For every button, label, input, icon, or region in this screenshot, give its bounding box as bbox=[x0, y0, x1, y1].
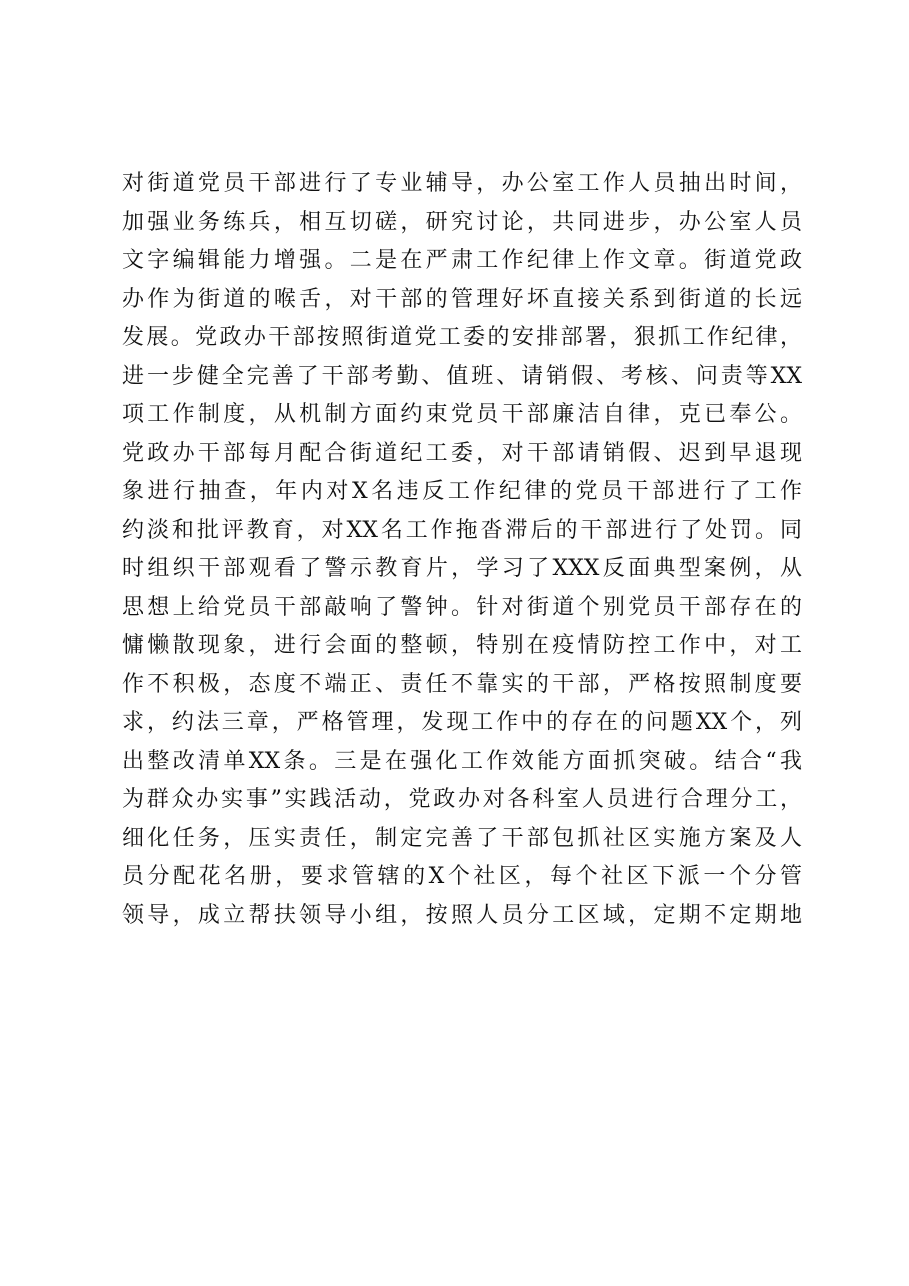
text-line: 求，约法三章，严格管理，发现工作中的存在的问题XX个，列 bbox=[122, 710, 802, 735]
text-line: 发展。党政办干部按照街道党工委的安排部署，狠抓工作纪律， bbox=[122, 325, 802, 350]
text-line: 对街道党员干部进行了专业辅导，办公室工作人员抽出时间， bbox=[122, 171, 802, 196]
text-line: 慵懒散现象，进行会面的整顿，特别在疫情防控工作中，对工 bbox=[122, 633, 802, 658]
text-line: 作不积极，态度不端正、责任不靠实的干部，严格按照制度要 bbox=[122, 671, 802, 697]
text-line: 办作为街道的喉舌，对干部的管理好坏直接关系到街道的长远 bbox=[122, 286, 802, 312]
text-line: 思想上给党员干部敲响了警钟。针对街道个别党员干部存在的 bbox=[122, 594, 802, 620]
text-line: 进一步健全完善了干部考勤、值班、请销假、考核、问责等XX bbox=[122, 363, 802, 389]
text-line: 领导，成立帮扶领导小组，按照人员分工区域，定期不定期地 bbox=[122, 902, 802, 928]
text-line: 为群众办实事”实践活动，党政办对各科室人员进行合理分工， bbox=[122, 787, 802, 812]
text-line: 象进行抽查，年内对X名违反工作纪律的党员干部进行了工作 bbox=[122, 479, 802, 504]
text-line: 文字编辑能力增强。二是在严肃工作纪律上作文章。街道党政 bbox=[122, 248, 802, 273]
text-line: 项工作制度，从机制方面约束党员干部廉洁自律，克已奉公。 bbox=[122, 402, 802, 427]
text-line: 出整改清单XX条。三是在强化工作效能方面抓突破。结合“我 bbox=[122, 748, 802, 774]
text-line: 约淡和批评教育，对XX名工作拖沓滞后的干部进行了处罚。同 bbox=[122, 517, 802, 543]
body-text bbox=[122, 165, 802, 935]
text-line: 加强业务练兵，相互切磋，研究讨论，共同进步，办公室人员 bbox=[122, 209, 802, 235]
text-line: 细化任务，压实责任，制定完善了干部包抓社区实施方案及人 bbox=[122, 825, 802, 851]
text-line: 时组织干部观看了警示教育片，学习了XXX反面典型案例，从 bbox=[122, 556, 802, 581]
text-line: 党政办干部每月配合街道纪工委，对干部请销假、迟到早退现 bbox=[122, 440, 802, 466]
text-line: 员分配花名册，要求管辖的X个社区，每个社区下派一个分管 bbox=[122, 864, 802, 889]
